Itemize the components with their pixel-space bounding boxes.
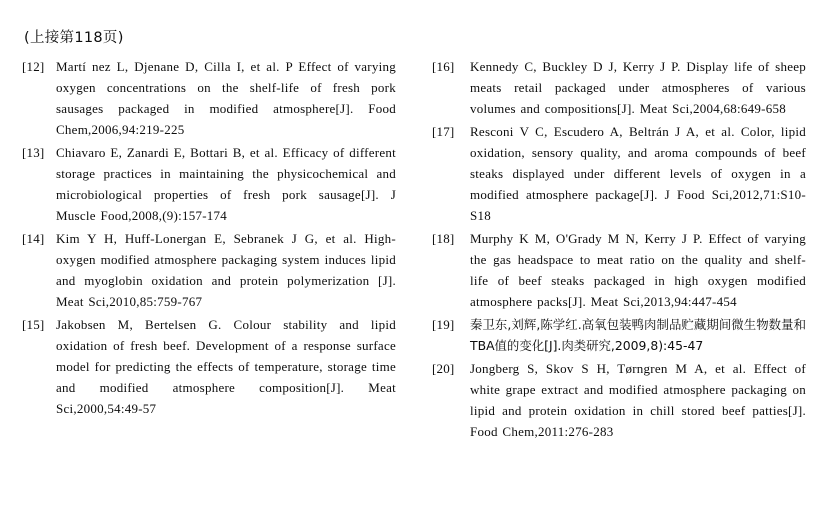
right-reference-column [432, 56, 806, 444]
reference-entry [432, 56, 806, 119]
reference-entry [432, 358, 806, 442]
reference-entry [432, 228, 806, 312]
reference-number: [18] [432, 231, 455, 247]
reference-number: [13] [22, 145, 45, 161]
reference-text: Chiavaro E, Zanardi E, Bottari B, et al. Efficacy of different storage practices in maintaining the physicochemical and microbiological properties of fresh pork sausage[J]. J Muscle Food,2008,(9):157-174 [56, 145, 396, 224]
reference-number: [19] [432, 317, 455, 333]
reference-number: [15] [22, 317, 45, 333]
reference-text: 秦卫东,刘辉,陈学红.高氧包装鸭肉制品贮藏期间微生物数量和TBA值的变化[J].肉类研究,2009,8):45-47 [470, 317, 806, 354]
reference-entry [22, 142, 396, 226]
reference-number: [12] [22, 59, 45, 75]
reference-number: [14] [22, 231, 45, 247]
reference-entry [22, 56, 396, 140]
reference-entry [22, 314, 396, 419]
reference-entry [22, 228, 396, 312]
continuation-note: (上接第118页) [24, 30, 124, 46]
reference-text: Jakobsen M, Bertelsen G. Colour stability and lipid oxidation of fresh beef. Development of a response surface model for predicting the effects of temperature, storage time and modified atmosphere composition[J]. Meat Sci,2000,54:49-57 [56, 317, 396, 417]
reference-number: [17] [432, 124, 455, 140]
reference-entry [432, 121, 806, 226]
left-reference-column [22, 56, 396, 421]
reference-text: Kennedy C, Buckley D J, Kerry J P. Display life of sheep meats retail packaged under atmospheres of various volumes and compositions[J]. Meat Sci,2004,68:649-658 [470, 59, 806, 117]
reference-columns [22, 56, 813, 444]
reference-number: [20] [432, 361, 455, 377]
reference-text: Murphy K M, O'Grady M N, Kerry J P. Effect of varying the gas headspace to meat ratio on the quality and shelf-life of beef steaks packaged in high oxygen modified atmosphere packs[J]. Meat Sci,2013,94:447-454 [470, 231, 806, 310]
reference-text: Martí nez L, Djenane D, Cilla I, et al. P Effect of varying oxygen concentrations on the shelf-life of fresh pork sausages packaged in modified atmosphere[J]. Food Chem,2006,94:219-225 [56, 59, 396, 138]
reference-number: [16] [432, 59, 455, 75]
reference-text: Jongberg S, Skov S H, Tørngren M A, et al. Effect of white grape extract and modified atmosphere packaging on lipid and protein oxidation in chill stored beef patties[J]. Food Chem,2011:276-283 [470, 361, 806, 440]
reference-entry [432, 314, 806, 356]
reference-text: Kim Y H, Huff-Lonergan E, Sebranek J G, et al. High-oxygen modified atmosphere packaging system induces lipid and myoglobin oxidation and protein polymerization [J]. Meat Sci,2010,85:759-767 [56, 231, 396, 310]
reference-text: Resconi V C, Escudero A, Beltrán J A, et al. Color, lipid oxidation, sensory quality, and aroma compounds of beef steaks displayed under different levels of oxygen in a modified atmosphere package[J]. J Food Sci,2012,71:S10-S18 [470, 124, 806, 224]
